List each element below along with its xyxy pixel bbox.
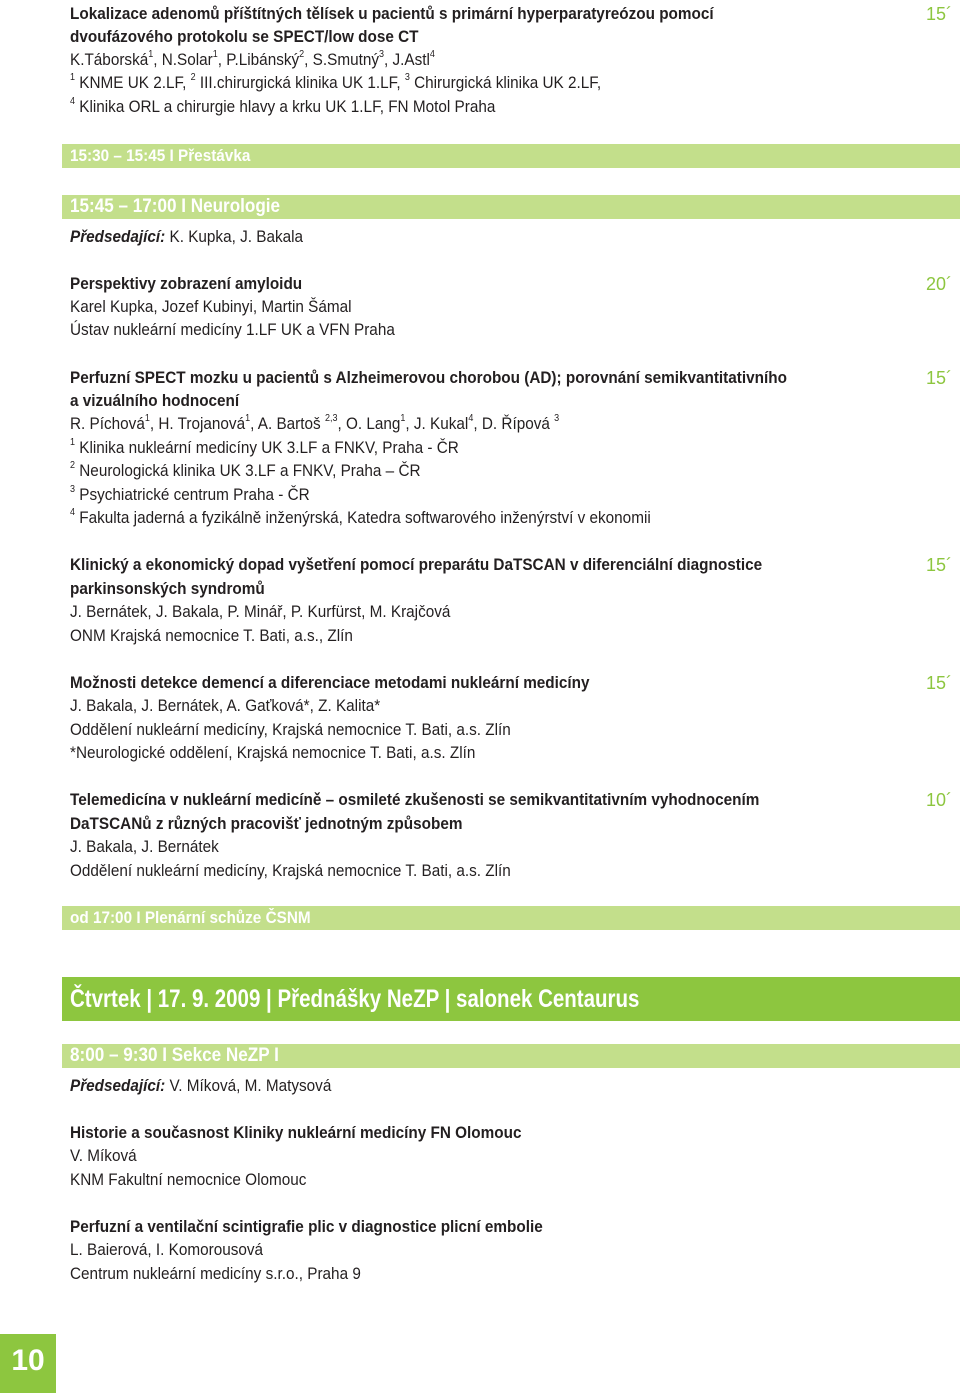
session-bar-sekce: 8:00 – 9:30 I Sekce NeZP I	[62, 1044, 960, 1068]
talk-title: Lokalizace adenomů příštítných tělísek u pacientů s primární hyperparatyreózou pomocí	[70, 4, 714, 23]
chairs: Předsedající: K. Kupka, J. Bakala	[70, 227, 304, 246]
talk-title: Možnosti detekce demencí a diferenciace metodami nukleární medicíny	[70, 673, 590, 692]
talk-affiliation: *Neurologické oddělení, Krajská nemocnice T. Bati, a.s. Zlín	[70, 743, 476, 762]
talk-affiliation: Ústav nukleární medicíny 1.LF UK a VFN Praha	[70, 320, 395, 339]
talk-title: Perfuzní SPECT mozku u pacientů s Alzheimerovou chorobou (AD); porovnání semikvantitativního	[70, 368, 787, 387]
talk-duration: 15´	[925, 673, 952, 693]
talk-affiliation: ONM Krajská nemocnice T. Bati, a.s., Zlín	[70, 626, 353, 645]
talk-title: Perspektivy zobrazení amyloidu	[70, 274, 303, 293]
talk-authors: L. Baierová, I. Komorousová	[70, 1240, 264, 1259]
talk-authors: Karel Kupka, Jozef Kubinyi, Martin Šámal	[70, 297, 352, 316]
day-header-bar: Čtvrtek | 17. 9. 2009 | Přednášky NeZP | salonek Centaurus	[62, 977, 960, 1021]
page-number-box	[0, 1334, 56, 1393]
talk-authors: J. Bernátek, J. Bakala, P. Minář, P. Kurfürst, M. Krajčová	[70, 602, 451, 621]
talk-affiliation: $^2$ Neurologická klinika UK 3.LF a FNKV, Praha – ČR	[70, 460, 421, 480]
talk-affiliation: Centrum nukleární medicíny s.r.o., Praha 9	[70, 1264, 361, 1283]
talk-title: parkinsonských syndromů	[70, 579, 265, 598]
talk-affiliation: $^4$ Klinika ORL a chirurgie hlavy a krku UK 1.LF, FN Motol Praha	[70, 96, 496, 116]
talk-duration: 15´	[925, 555, 952, 575]
talk-title: a vizuálního hodnocení	[70, 391, 240, 410]
talk-authors: J. Bakala, J. Bernátek, A. Gaťková*, Z. Kalita*	[70, 696, 381, 715]
talk-duration: 15´	[925, 4, 952, 24]
talk-authors: J. Bakala, J. Bernátek	[70, 837, 219, 856]
talk-duration: 20´	[925, 274, 952, 294]
talk-affiliation: $^4$ Fakulta jaderná a fyzikálně inženýrská, Katedra softwarového inženýrství v ekonomii	[70, 507, 651, 527]
talk-duration: 15´	[925, 368, 952, 388]
session-bar-break: 15:30 – 15:45 I Přestávka	[62, 144, 960, 168]
talk-title: DaTSCANů z různých pracovišť jednotným způsobem	[70, 814, 463, 833]
talk-title: Telemedicína v nukleární medicíně – osmileté zkušenosti se semikvantitativním vyhodnocením	[70, 790, 760, 809]
talk-authors: V. Míková	[70, 1146, 137, 1165]
talk-authors: R. Píchová$^1$, H. Trojanová$^1$, A. Bartoš $^{2,3}$, O. Lang$^1$, J. Kukal$^4$, D. Řípová $^3$	[70, 413, 560, 433]
talk-affiliation: $^1$ Klinika nukleární medicíny UK 3.LF a FNKV, Praha - ČR	[70, 437, 459, 457]
talk-affiliation: $^1$ KNME UK 2.LF, $^2$ III.chirurgická klinika UK 1.LF, $^3$ Chirurgická klinika UK 2.LF,	[70, 72, 602, 92]
talk-affiliation: KNM Fakultní nemocnice Olomouc	[70, 1170, 307, 1189]
talk-title: Perfuzní a ventilační scintigrafie plic v diagnostice plicní embolie	[70, 1217, 543, 1236]
talk-title: Klinický a ekonomický dopad vyšetření pomocí preparátu DaTSCAN v diferenciální diagnostice	[70, 555, 763, 574]
chairs: Předsedající: V. Míková, M. Matysová	[70, 1076, 332, 1095]
talk-affiliation: $^3$ Psychiatrické centrum Praha - ČR	[70, 484, 310, 504]
talk-authors: K.Táborská$^1$, N.Solar$^1$, P.Libánský$^2$, S.Smutný$^3$, J.Astl$^4$	[70, 49, 435, 69]
session-bar-neurology: 15:45 – 17:00 I Neurologie	[62, 195, 960, 219]
session-bar-plenary: od 17:00 I Plenární schůze ČSNM	[62, 906, 960, 930]
talk-title: dvoufázového protokolu se SPECT/low dose CT	[70, 27, 419, 46]
talk-affiliation: Oddělení nukleární medicíny, Krajská nemocnice T. Bati, a.s. Zlín	[70, 861, 511, 880]
talk-affiliation: Oddělení nukleární medicíny, Krajská nemocnice T. Bati, a.s. Zlín	[70, 720, 511, 739]
page-number: 10	[11, 1344, 45, 1377]
talk-title: Historie a současnost Kliniky nukleární medicíny FN Olomouc	[70, 1123, 522, 1142]
talk-duration: 10´	[925, 790, 952, 810]
